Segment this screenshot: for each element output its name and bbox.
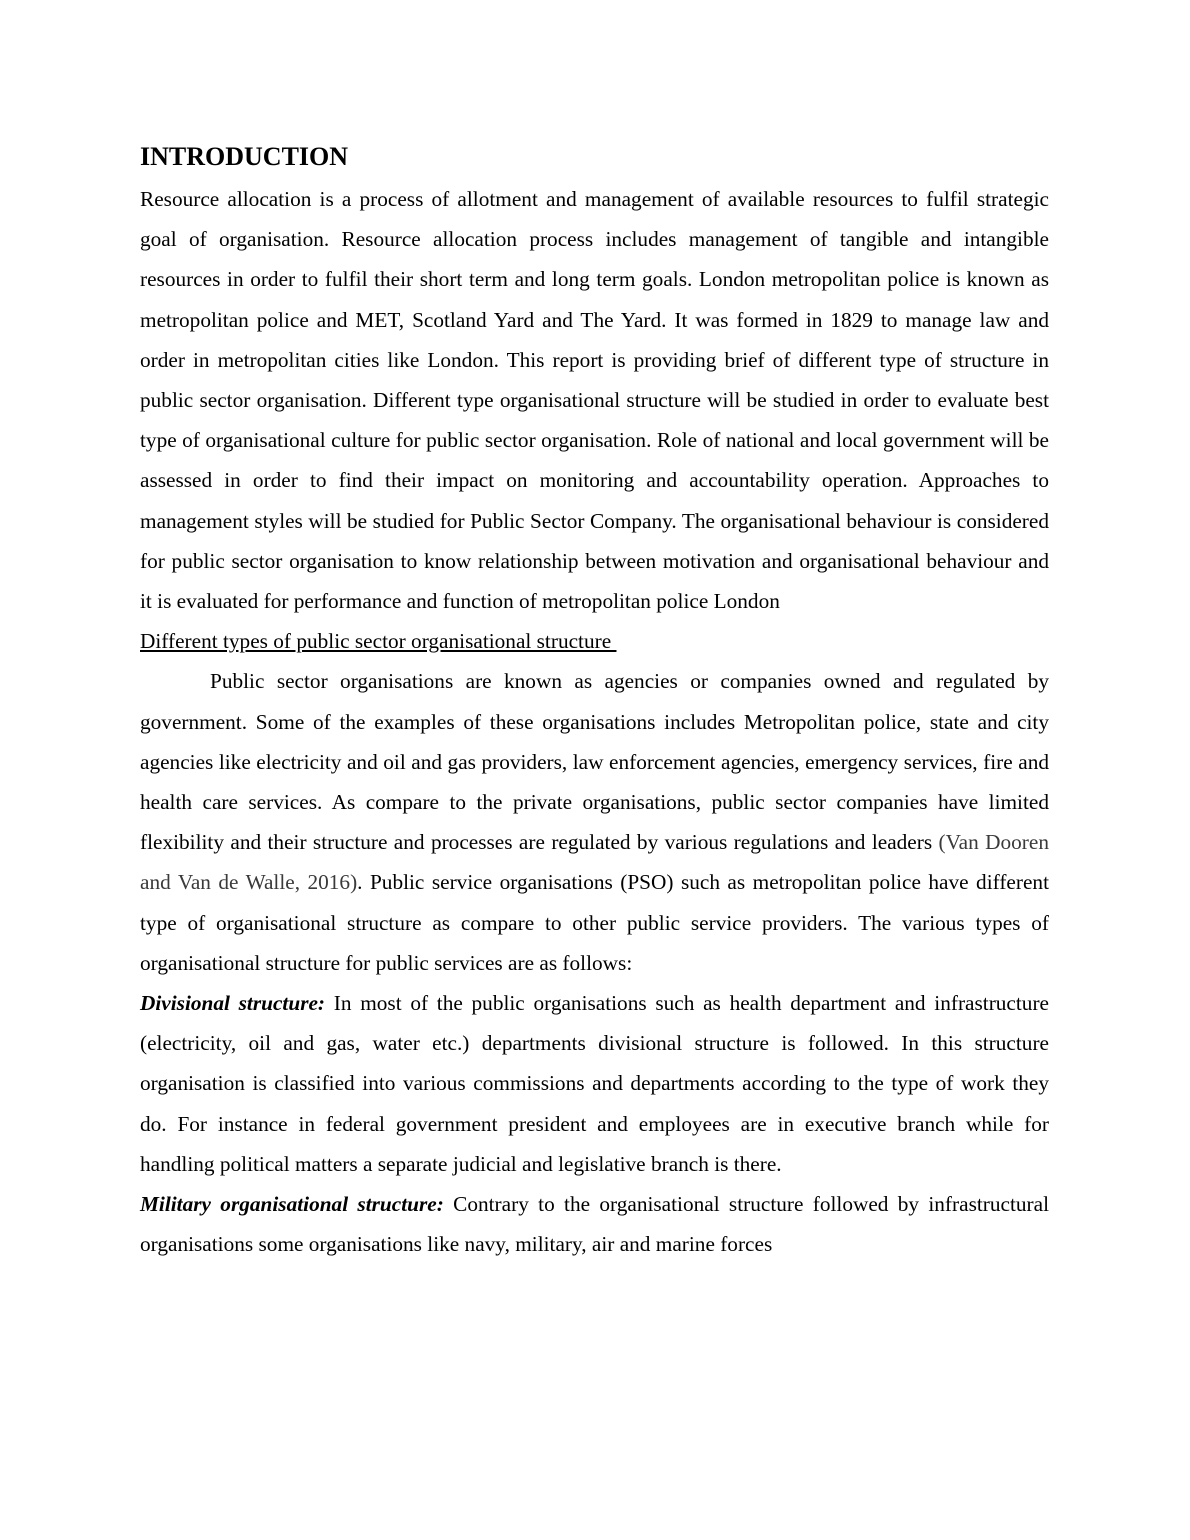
page-title: INTRODUCTION <box>140 142 349 171</box>
section-subheading: Different types of public sector organisational structure <box>140 629 617 654</box>
structure-paragraph <box>140 661 1049 983</box>
citation: (Van Dooren and Van de Walle, 2016) <box>140 830 1049 895</box>
structure-paragraph-text: Public sector organisations are known as agencies or companies owned and regulated by government. Some of the examples of these organisations includes Metropolitan police, state and city agencies like electricity and oil and gas providers, law enforcement agencies, emergency services, fire and health care services. As compare to the private organisations, public sector companies have limited flexibility and their structure and processes are regulated by various regulations and leaders <box>140 669 1049 855</box>
document-page <box>140 140 1049 1264</box>
divisional-structure-text: In most of the public organisations such as health department and infrastructure (electricity, oil and gas, water etc.) departments divisional structure is followed. In this structure organisation is classified into various commissions and departments according to the type of work they do. For instance in federal government president and employees are in executive branch while for handling political matters a separate judicial and legislative branch is there. <box>140 991 1049 1176</box>
military-structure-paragraph <box>140 1184 1049 1264</box>
divisional-structure-label: Divisional structure: <box>140 991 326 1016</box>
intro-paragraph: Resource allocation is a process of allotment and management of available resources to fulfil strategic goal of organisation. Resource allocation process includes management of tangible and intangible resources in order to fulfil their short term and long term goals. London metropolitan police is known as metropolitan police and MET, Scotland Yard and The Yard. It was formed in 1829 to manage law and order in metropolitan cities like London. This report is providing brief of different type of structure in public sector organisation. Different type organisational structure will be studied in order to evaluate best type of organisational culture for public sector organisation. Role of national and local government will be assessed in order to find their impact on monitoring and accountability operation. Approaches to management styles will be studied for Public Sector Company. The organisational behaviour is considered for public sector organisation to know relationship between motivation and organisational behaviour and it is evaluated for performance and function of metropolitan police London <box>140 187 1049 614</box>
divisional-structure-paragraph <box>140 983 1049 1184</box>
military-structure-label: Military organisational structure: <box>140 1192 444 1217</box>
military-structure-text: Contrary to the organisational structure followed by infrastructural organisations some organisations like navy, military, air and marine forces <box>140 1192 1049 1257</box>
structure-paragraph-text-end: . Public service organisations (PSO) such as metropolitan police have different type of organisational structure as compare to other public service providers. The various types of organisational structure for public services are as follows: <box>140 870 1049 975</box>
